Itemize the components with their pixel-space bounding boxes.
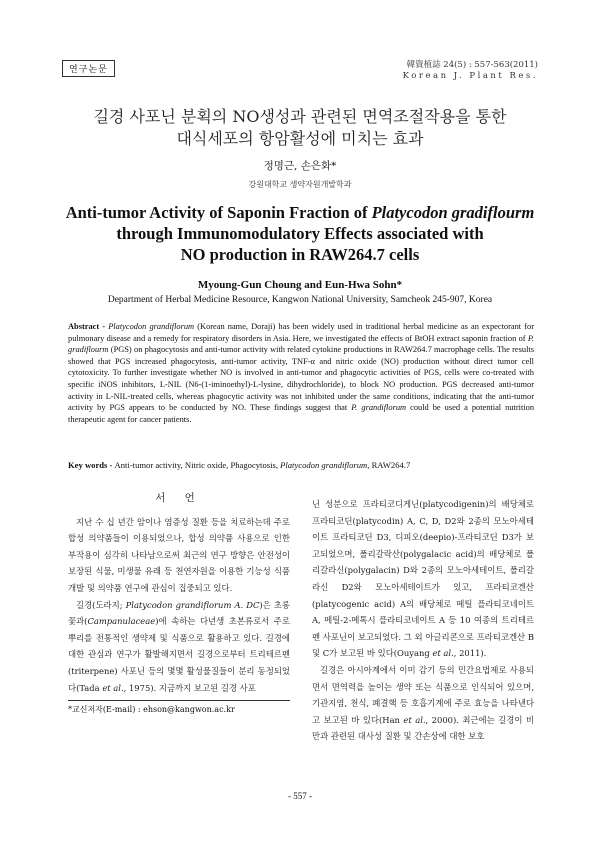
intro-paragraph-3	[312, 662, 534, 745]
p2-etal: et al.	[102, 682, 124, 693]
journal-info	[403, 60, 538, 82]
english-title-line3: NO production in RAW264.7 cells	[180, 245, 420, 264]
p2-text-d: , 1975). 지금까지 보고된 길경 사포	[123, 682, 256, 693]
abstract-label: Abstract -	[68, 322, 109, 331]
keywords	[68, 460, 538, 470]
r2-etal: et al.	[403, 714, 426, 725]
intro-paragraph-1: 지난 수 십 년간 암이나 염증성 질환 등을 치료하는데 주로 합성 의약품들이 이용되었으나, 합성 의약품 사용으로 인한 부작용이 심각히 나타남으로써 최근의 연구 방향은 안전성이 보장된 식물, 미생물 유래 등 천연자원을 이용한 기능성 식품 개발 및 의약품 연구에 관심이 집중되고 있다.	[68, 516, 290, 593]
keywords-label: Key words -	[68, 460, 115, 470]
english-authors: Myoung-Gun Choung and Eun-Hwa Sohn*	[197, 279, 403, 291]
english-title-line2: through Immunomodulatory Effects associated with	[116, 224, 484, 243]
r2-text-b: , 2000). 최근에는 길경이 비만과 관련된 대사성 질환 및 간손상에 대한 보호	[312, 714, 534, 742]
section-heading-introduction: 서 언	[155, 492, 203, 504]
abstract-species: Platycodon grandiflorum	[108, 322, 195, 331]
footnote-divider	[68, 700, 290, 701]
korean-title	[0, 106, 600, 150]
korean-title-line2: 대식세포의 항암활성에 미치는 효과	[176, 129, 424, 148]
p2-text-a: 길경(도라지;	[76, 599, 126, 610]
keywords-text: Anti-tumor activity, Nitric oxide, Phagocytosis,	[114, 460, 281, 470]
p2-family: Campanulaceae	[87, 616, 156, 627]
abstract	[68, 321, 534, 425]
korean-authors: 정명근, 손은화*	[263, 160, 337, 172]
p2-text-c: )에 속하는 다년생 초본류로서 주로 뿌리를 전통적인 생약제 및 식품으로 활용하고 있다. 길경에 대한 관심과 연구가 활발해지면서 길경으로부터 트리테르펜(triterpene) 사포닌 등의 몇몇 활성물질들이 분리 동정되었다(Tada	[68, 616, 290, 693]
abstract-species-2: P. gradiflourm	[68, 333, 534, 355]
journal-name: Korean J. Plant Res.	[402, 71, 538, 81]
intro-paragraph-2-cont	[312, 496, 534, 662]
abstract-species-3: P. grandiflorum	[351, 403, 407, 413]
journal-citation: 韓資植誌 24(5) : 557-563(2011)	[406, 60, 538, 70]
english-title-species: Platycodon gradiflourm	[371, 203, 535, 222]
p2-text-b: )은 초롱꽃과(	[68, 599, 291, 627]
keywords-tail: , RAW264.7	[367, 460, 411, 470]
r2-text: 길경은 아시아계에서 이미 감기 등의 민간요법제로 사용되면서 면역력을 높이는 생약 또는 식품으로 인식되어 있으며, 기관지염, 천식, 폐결핵 등 호흡기계에 주로 효능을 나타낸다고 보고된 바 있다(Han	[312, 664, 534, 725]
korean-affiliation: 강원대학교 생약자원개발학과	[248, 180, 352, 189]
keywords-species: Platycodon grandiflorum	[280, 460, 368, 470]
article-type-badge: 연구논문	[62, 60, 115, 77]
body-column-right	[312, 496, 534, 745]
abstract-text-1: (Korean name, Doraji) has been widely used in traditional herbal medicine as an expectorant for pulmonary disease and a remedy for respiratory disorders in Asia. Here, we investigated the effects of BtOH extract saponin fraction of	[68, 322, 534, 343]
intro-paragraph-2	[68, 597, 290, 697]
page-number: - 557 -	[288, 791, 312, 801]
p2-species: Platycodon grandiflorum A. DC	[125, 599, 260, 610]
english-affiliation: Department of Herbal Medicine Resource, Kangwon National University, Samcheok 245-907, Korea	[107, 295, 493, 305]
abstract-text-3: could be used a potential nutrition therapeutic agent for cancer patients.	[68, 403, 535, 424]
r1-text-b: , 2011).	[453, 648, 487, 659]
r1-text: 닌 성분으로 프라티코디게닌(platycodigenin)의 배당체로 프라티코딘(platycodin) A, C, D, D2와 2종의 모노아세테이트 프라티코딘 D3, 디피오(deepio)-프라티코딘 D3가 보고되었으며, 폴리갈락산(polygalacic acid)의 배당체로 폴리갈라신(polygalacin) D와 2종의 모노아세테이트, 폴리갈라신 D2와 모노아세테이트가 있고, 프라티코겐산(platycogenic acid) A의 배당체로 메틸 플라티코네이트 A, 메틸-2-메톡시 플라티코네이트 A 등 10 여종의 트리테르펜 사포닌이 보고되었다. 그 외 아글리콘으로 프라티코겐산 B 및 C가 보고된 바 있다(Ouyang	[312, 499, 534, 659]
r1-etal: et al.	[432, 648, 454, 659]
korean-title-line1: 길경 사포닌 분획의 NO생성과 관련된 면역조절작용을 통한	[93, 107, 507, 126]
abstract-text-2: (PGS) on phagocytosis and anti-tumor activity with related cytokine productions in RAW264.7 macrophage cells. The results showed that PGS increased phagocytosis, anti-tumor activity, TNF-α and nitric oxide (NO) production without direct tumor cell cytotoxicity. To further investigate whether NO is involved in anti-tumor and phagocytic activities of PGS, cells were co-treated with specific iNOS inhibitors, L-NIL (N6-(1-iminoethyl)-L-lysine, dihydrochloride), to block NO production. PGS decreased anti-tumor activity in L-NIL-treated cells, whereas phagocytic activity was not inhibited under the same conditions, indicating that the anti-tumor activity by PGS appears to be conducted by NO. These findings suggest that	[68, 345, 534, 413]
body-column-left	[68, 490, 290, 696]
corresponding-author-footnote: *교신저자(E-mail) : ehson@kangwon.ac.kr	[68, 705, 235, 714]
english-title-line1-text: Anti-tumor Activity of Saponin Fraction of	[65, 203, 372, 222]
english-title-line1	[0, 202, 600, 223]
english-title	[0, 202, 600, 265]
